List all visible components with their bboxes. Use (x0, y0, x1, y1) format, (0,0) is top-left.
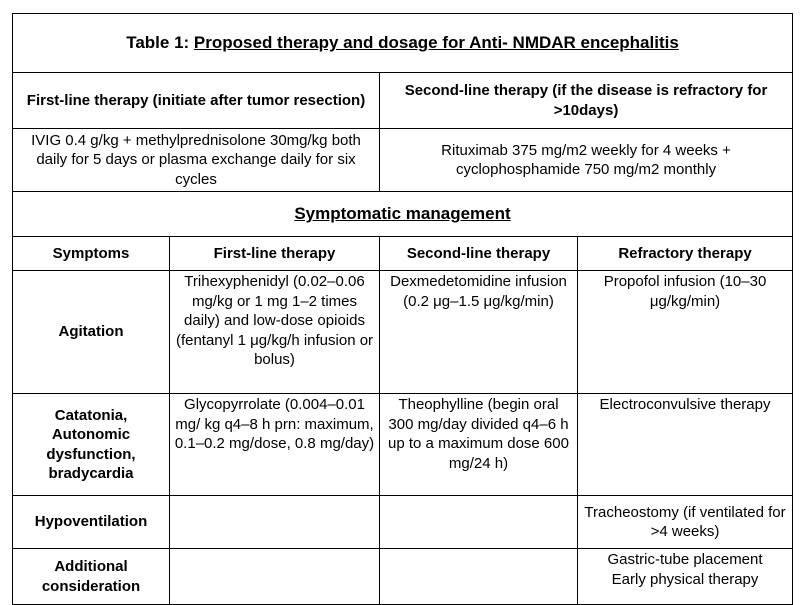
second-line-cell: Theophylline (begin oral 300 mg/day divided q4–6 h up to a maximum dose 600 mg/24 h) (380, 394, 578, 496)
symptom-column-header-row (13, 237, 793, 271)
therapy-table-container (12, 13, 792, 605)
table-row (13, 549, 793, 605)
refractory-cell: Propofol infusion (10–30 μg/kg/min) (578, 271, 793, 394)
column-header-second-line: Second-line therapy (380, 237, 578, 271)
table-title-row (13, 14, 793, 73)
second-line-cell (380, 549, 578, 605)
second-line-cell (380, 496, 578, 549)
symptomatic-management-label: Symptomatic management (294, 204, 511, 224)
symptom-cell: Agitation (13, 271, 170, 394)
refractory-cell: Electroconvulsive therapy (578, 394, 793, 496)
second-line-cell: Dexmedetomidine infusion (0.2 μg–1.5 μg/kg/min) (380, 271, 578, 394)
second-line-therapy-text: Rituximab 375 mg/m2 weekly for 4 weeks + cyclophosphamide 750 mg/m2 monthly (380, 129, 793, 192)
refractory-cell (578, 549, 793, 605)
table-row (13, 496, 793, 549)
refractory-line-physical: Early physical therapy (611, 570, 759, 588)
refractory-line-gastric: Gastric-tube placement (607, 551, 763, 568)
first-line-cell (170, 549, 380, 605)
therapy-table (12, 13, 793, 605)
table-title (13, 14, 793, 73)
symptomatic-title-row (13, 192, 793, 237)
therapy-header-row (13, 73, 793, 129)
first-line-cell (170, 496, 380, 549)
symptom-cell: Catatonia, Autonomic dysfunction, bradycardia (13, 394, 170, 496)
column-header-refractory: Refractory therapy (578, 237, 793, 271)
table-row (13, 271, 793, 394)
symptomatic-management-title (13, 192, 793, 237)
refractory-cell: Tracheostomy (if ventilated for >4 weeks) (578, 496, 793, 549)
table-title-prefix: Table 1: (126, 33, 194, 53)
first-line-cell: Trihexyphenidyl (0.02–0.06 mg/kg or 1 mg 1–2 times daily) and low-dose opioids (fentanyl 1 μg/kg/h infusion or bolus) (170, 271, 380, 394)
first-line-therapy-header: First-line therapy (initiate after tumor resection) (13, 73, 380, 129)
column-header-symptoms: Symptoms (13, 237, 170, 271)
first-line-cell: Glycopyrrolate (0.004–0.01 mg/ kg q4–8 h prn: maximum, 0.1–0.2 mg/dose, 0.8 mg/day) (170, 394, 380, 496)
therapy-dosage-row (13, 129, 793, 192)
column-header-first-line: First-line therapy (170, 237, 380, 271)
symptom-cell: Hypoventilation (13, 496, 170, 549)
table-row (13, 394, 793, 496)
second-line-therapy-header: Second-line therapy (if the disease is refractory for >10days) (380, 73, 793, 129)
first-line-therapy-text: IVIG 0.4 g/kg + methylprednisolone 30mg/kg both daily for 5 days or plasma exchange daily for six cycles (13, 129, 380, 192)
symptom-cell: Additional consideration (13, 549, 170, 605)
table-title-text: Proposed therapy and dosage for Anti- NMDAR encephalitis (193, 33, 679, 53)
